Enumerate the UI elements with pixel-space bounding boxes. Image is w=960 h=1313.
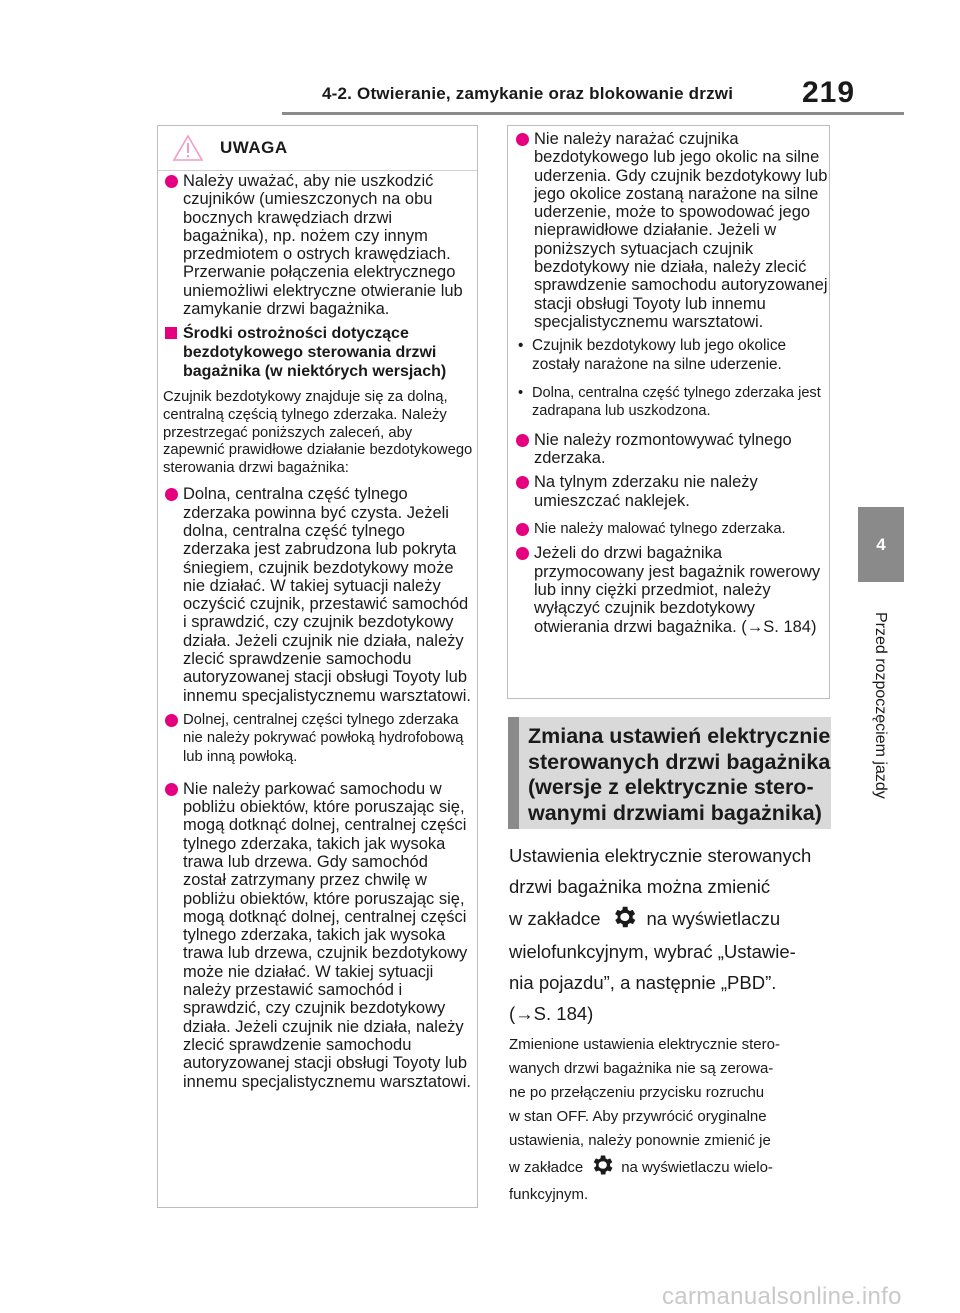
warning-sub-item: • Czujnik bezdotykowy lub jego okolice zostały narażone na silne uderzenie. <box>518 337 787 373</box>
warning-item: Nie należy narażać czujnika bezdotykowego lub jego okolic na silne uderzenia. Gdy czujnik bezdotykowy lub jego okolice zostaną narażone na silne uderzenie, może to spowodować jego nieprawidłowe działanie. Jeżeli w poniższych sytuacjach czujnik bezdotykowy nie działa, należy zlecić sprawdzenie samochodu autoryzowanej stacji obsługi Toyoty lub innemu specjalistycznemu warsztatowi. <box>514 130 828 331</box>
section-heading-line: sterowanych drzwi bagażnika <box>528 749 831 774</box>
header-divider <box>282 112 904 115</box>
bullet-dot-icon <box>516 523 529 536</box>
chapter-label-text: Przed rozpoczęciem jazdy <box>872 611 889 799</box>
bullet-dot-icon <box>516 476 529 489</box>
warning-item: Dolnej, centralnej części tylnego zderzaka nie należy pokrywać powłoką hydrofobową lub inną powłoką. <box>163 711 475 766</box>
bullet-dot-icon <box>516 133 529 146</box>
watermark: carmanualsonline.info <box>662 1283 902 1310</box>
note-line: ne po przełączeniu przycisku rozruchu <box>509 1084 765 1101</box>
chapter-number: 4 <box>876 534 886 554</box>
bullet-dot-icon <box>165 488 178 501</box>
warning-title: UWAGA <box>220 138 288 157</box>
warning-divider <box>158 170 477 171</box>
bullet-dot-icon <box>516 547 529 560</box>
warning-item: Nie należy malować tylnego zderzaka. <box>514 520 828 538</box>
body-line: w zakładce na wyświetlaczu <box>509 902 831 936</box>
section-body <box>509 840 831 1207</box>
warning-item: Nie należy rozmontowywać tylnego zderzaka. <box>514 431 828 468</box>
bullet-dot-icon <box>165 783 178 796</box>
chapter-label <box>850 590 910 820</box>
warning-right-column <box>514 130 828 642</box>
warning-sub-item: • Dolna, centralna część tylnego zderzaka jest zadrapana lub uszkodzona. <box>518 385 821 420</box>
body-line: (→S. 184) <box>509 1003 594 1024</box>
note-line: ustawienia, należy ponownie zmienić je <box>509 1132 771 1149</box>
warning-item: Nie należy parkować samochodu w pobliżu obiektów, które poruszając się, mogą dotknąć dolnej, centralnej części tylnego zderzaka, takich jak wysoka trawa lub drzewa. Gdy samochód został zatrzymany przez chwilę w pobliżu obiektów, które poruszając się, mogą dotknąć dolnej, centralnej części tylnego zderzaka, takich jak wysoka trawa lub drzewa, czujnik bezdotykowy może nie działać. W takiej sytuacji należy przestawić samochód i sprawdzić, czy czujnik bezdotykowy działa. Jeżeli czujnik nie działa, należy zlecić sprawdzenie samochodu autoryzowanej stacji obsługi Toyoty lub innemu specjalistycznemu warsztatowi. <box>163 780 475 1091</box>
bullet-dot-icon <box>165 714 178 727</box>
chapter-tab <box>858 507 904 582</box>
body-line: Ustawienia elektrycznie sterowanych <box>509 845 812 866</box>
warning-triangle-icon <box>172 134 204 162</box>
warning-left-column <box>163 172 475 1097</box>
note-line: wanych drzwi bagażnika nie są zerowa- <box>509 1060 774 1077</box>
note-line: funkcyjnym. <box>509 1186 589 1203</box>
section-heading-line: (wersje z elektrycznie stero- <box>528 775 814 799</box>
note-line: Zmienione ustawienia elektrycznie stero- <box>509 1036 780 1053</box>
warning-item: Dolna, centralna część tylnego zderzaka powinna być czysta. Jeżeli dolna, centralna część tylnego zderzaka jest zabrudzona lub pokryta śniegiem, czujnik bezdotykowy może nie działać. W takiej sytuacji należy oczyścić czujnik, przestawić samochód i sprawdzić, czy czujnik bezdotykowy działa. Jeżeli czujnik nie działa, należy zlecić sprawdzenie samochodu autoryzowanej stacji obsługi Toyoty lub innemu specjalistycznemu warsztatowi. <box>163 485 475 705</box>
warning-header <box>158 126 477 170</box>
body-line: nia pojazdu”, a następnie „PBD”. <box>509 972 777 993</box>
bullet-dot-icon <box>516 434 529 447</box>
gear-icon <box>610 903 638 931</box>
page-number: 219 <box>802 76 856 109</box>
warning-item: Jeżeli do drzwi bagażnika przymocowany jest bagażnik rowerowy lub inny ciężki przedmiot, należy wyłączyć czujnik bezdotykowy otwierania drzwi bagażnika. (→S. 184) <box>514 544 828 635</box>
note-line: w zakładce na wyświetlaczu wielo- <box>509 1153 831 1183</box>
warning-intro: Czujnik bezdotykowy znajduje się za dolną, centralną częścią tylnego zderzaka. Należy przestrzegać poniższych zaleceń, aby zapewnić prawidłowe działanie bezdotykowego sterowania drzwi bagażnika: <box>163 389 473 476</box>
section-header-title: 4-2. Otwieranie, zamykanie oraz blokowanie drzwi <box>322 84 734 103</box>
section-heading-line: wanymi drzwiami bagażnika) <box>528 800 822 825</box>
body-line: drzwi bagażnika można zmienić <box>509 876 771 897</box>
warning-item: Należy uważać, aby nie uszkodzić czujników (umieszczonych na obu bocznych krawędziach drzwi bagażnika), np. nożem czy innym przedmiotem o ostrych krawędziach. Przerwanie połączenia elektrycznego uniemożliwi elektryczne otwieranie lub zamykanie drzwi bagażnika. <box>163 172 475 318</box>
section-heading <box>508 717 831 829</box>
gear-icon <box>589 1152 615 1178</box>
warning-subheading: Środki ostrożności dotyczące bezdotykowego sterowania drzwi bagażnika (w niektórych wersjach) <box>163 324 475 381</box>
body-line: wielofunkcyjnym, wybrać „Ustawie- <box>509 941 796 962</box>
section-heading-line: Zmiana ustawień elektrycznie <box>528 724 831 748</box>
note-line: w stan OFF. Aby przywrócić oryginalne <box>509 1108 767 1125</box>
bullet-dot-icon <box>165 175 178 188</box>
square-bullet-icon <box>165 327 177 339</box>
warning-item: Na tylnym zderzaku nie należy umieszczać naklejek. <box>514 473 828 510</box>
